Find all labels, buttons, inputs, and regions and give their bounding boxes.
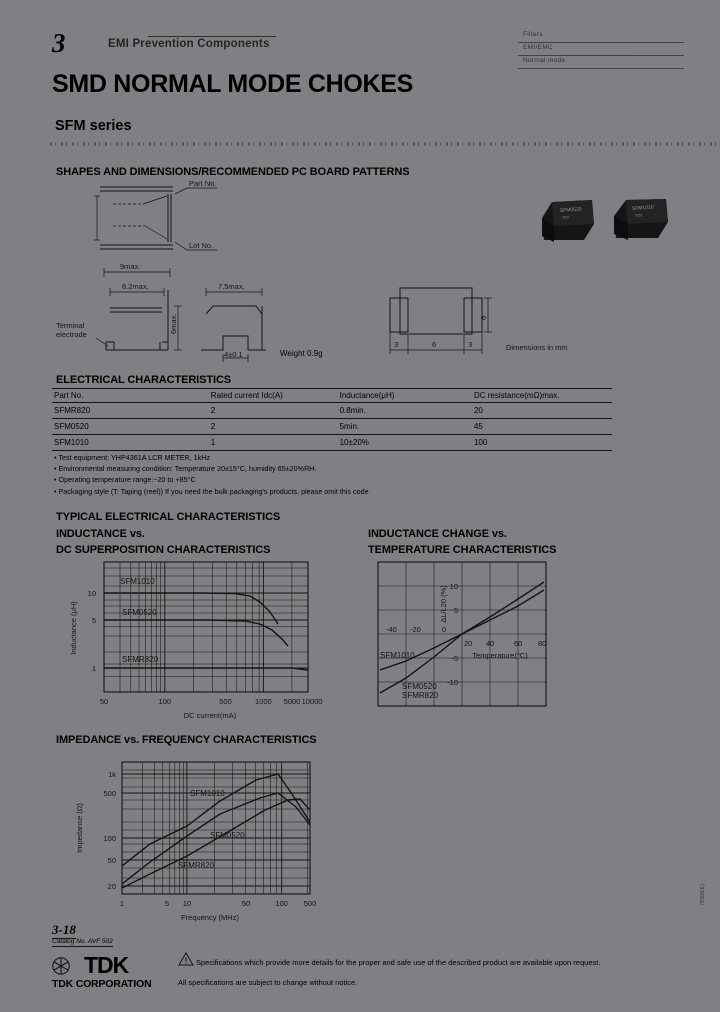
chart3-title: IMPEDANCE vs. FREQUENCY CHARACTERISTICS: [56, 734, 317, 746]
svg-text:TDK: TDK: [561, 214, 571, 220]
terminal-label-line2: electrode: [56, 330, 87, 339]
catalog-number: Catalog No. AVF 502: [52, 938, 113, 945]
chart1-xtick-50: 50: [99, 697, 109, 706]
chart3-ytick-100: 100: [103, 834, 116, 843]
typical-heading: TYPICAL ELECTRICAL CHARACTERISTICS: [56, 511, 281, 523]
chart2-xtick-60: 60: [514, 639, 523, 648]
shapes-heading: SHAPES AND DIMENSIONS/RECOMMENDED PC BOARD PATTERNS: [56, 166, 410, 178]
cell-dc-resistance: 45: [472, 419, 612, 435]
pcb-pattern-drawing: [388, 280, 618, 365]
series-name: SFM series: [55, 118, 132, 134]
chart2-ytick--10: -10: [447, 678, 458, 687]
header-divider: [50, 142, 720, 146]
note-environment: • Environmental measuring condition: Temperature 20±15°C, humidity 65±20%RH.: [54, 463, 369, 474]
chart2-label-sfm1010: SFM1010: [380, 651, 415, 660]
disclaimer-secondary: All specifications are subject to change without notice.: [178, 978, 358, 987]
header-meta-box: [518, 30, 684, 69]
chart2-label-sfm0520: SFM0520: [402, 682, 437, 691]
pcb-dim-left: 3: [394, 340, 399, 349]
chart1-xlabel: DC current(mA): [183, 711, 237, 720]
dim-4pm01: 4±0.1: [224, 350, 243, 359]
svg-text:TDK: TDK: [634, 212, 644, 218]
chart2-xtick--20: -20: [410, 625, 421, 634]
chart3-label-sfm0520: SFM0520: [210, 831, 245, 840]
col-part-no: Part No.: [52, 389, 209, 403]
chart1-ytick-5: 5: [91, 616, 96, 625]
svg-text:SFM1010: SFM1010: [631, 204, 654, 212]
col-dc-resistance: DC resistance(mΩ)max.: [472, 389, 612, 403]
cell-part-no: SFM0520: [52, 419, 209, 435]
chart2-title-line1: INDUCTANCE CHANGE vs.: [368, 528, 507, 540]
tdk-brand: TDK: [84, 952, 129, 978]
lot-no-label: Lot No.: [189, 241, 214, 250]
pcb-dim-right: 3: [468, 340, 473, 349]
cell-inductance: 0.8min.: [338, 403, 472, 419]
chart3-ytick-20: 20: [107, 882, 116, 891]
chart2-ytick-5: 5: [453, 606, 458, 615]
warning-triangle-icon: [178, 952, 194, 966]
cell-dc-resistance: 20: [472, 403, 612, 419]
chart2-xtick--40: -40: [386, 625, 397, 634]
chart1-ytick-1: 1: [91, 664, 96, 673]
product-photo-right: [614, 199, 668, 240]
table-row: [52, 435, 612, 451]
cell-part-no: SFMR820: [52, 403, 209, 419]
col-inductance: Inductance(μH): [338, 389, 472, 403]
meta-line-2: EMI/EMC: [518, 43, 684, 56]
terminal-label-line1: Terminal: [56, 321, 85, 330]
cell-inductance: 10±20%: [338, 435, 472, 451]
product-photo-pair: [536, 188, 686, 260]
chart3-xtick-10: 10: [182, 899, 192, 908]
electrical-table: [52, 388, 612, 451]
note-operating-temp: • Operating temperature range:−20 to +85°C: [54, 474, 369, 485]
header-rule-1: [148, 36, 276, 37]
chart2-xlabel: Temperature(°C): [472, 651, 528, 660]
chart1-label-sfm0520: SFM0520: [122, 608, 157, 617]
chart1-label-sfmr820: SFMR820: [122, 655, 159, 664]
chart2-xtick-0: 0: [442, 625, 447, 634]
part-no-label: Part No.: [189, 179, 217, 188]
category-label: EMI Prevention Components: [108, 38, 270, 50]
chart2-title-line2: TEMPERATURE CHARACTERISTICS: [368, 544, 557, 556]
chart1-curve-sfmr820: [104, 668, 308, 670]
cell-inductance: 5min.: [338, 419, 472, 435]
chart3-ytick-500: 500: [103, 789, 116, 798]
chart2-label-sfmr820: SFMR820: [402, 691, 439, 700]
chart1-xtick-5000: 5000: [283, 697, 301, 706]
note-test-equipment: • Test equipment: YHP4361A LCR METER, 1kHz: [54, 452, 369, 463]
pcb-dim-mid: 6: [432, 340, 437, 349]
electrical-notes: [54, 452, 369, 497]
product-photo-left: [542, 200, 594, 242]
table-row: [52, 403, 612, 419]
chart3-xlabel: Frequency (MHz): [181, 913, 239, 922]
side-view-drawing: [58, 262, 308, 367]
cell-rated-current: 1: [209, 435, 338, 451]
chart2-ytick--5: -5: [451, 654, 458, 663]
electrical-heading: ELECTRICAL CHARACTERISTICS: [56, 374, 232, 386]
chart-impedance-frequency: [60, 752, 350, 922]
page-number: 3-18: [52, 922, 76, 937]
svg-text:SFM0520: SFM0520: [559, 206, 582, 214]
chart2-ylabel: ΔL/L20 (%): [439, 585, 448, 623]
weight-label: Weight 0.9g: [280, 349, 323, 358]
section-number: 3: [52, 28, 65, 58]
chart3-ylabel: Impedance (Ω): [75, 803, 84, 853]
chart1-xtick-1000: 1000: [255, 697, 272, 706]
chart1-title-line2: DC SUPERPOSITION CHARACTERISTICS: [56, 544, 271, 556]
chart3-ytick-1k: 1k: [108, 770, 116, 779]
dim-9max: 9max.: [120, 262, 141, 271]
table-row: [52, 419, 612, 435]
dim-6max: 6max.: [169, 313, 178, 334]
chart2-ytick-10: 10: [449, 582, 458, 591]
chart1-ylabel: Inductance (μH): [69, 601, 78, 655]
chart3-ytick-50: 50: [107, 856, 116, 865]
chart2-xtick-40: 40: [486, 639, 495, 648]
chart1-ytick-10: 10: [87, 589, 96, 598]
chart1-xtick-10000: 10000: [301, 697, 323, 706]
chart2-xtick-80: 80: [538, 639, 547, 648]
note-packaging: • Packaging style (T: Taping (reel)) If you need the bulk packaging's products, please omit this code: [54, 486, 369, 497]
top-view-drawing: [95, 179, 275, 262]
chart3-xtick-100: 100: [275, 899, 288, 908]
units-note: Dimensions in mm: [506, 343, 568, 352]
table-header-row: [52, 389, 612, 403]
chart1-curve-sfm0520: [104, 620, 288, 646]
chart3-xtick-5: 5: [164, 899, 170, 908]
chart3-label-sfmr820: SFMR820: [178, 861, 215, 870]
meta-line-3: Normal mode: [518, 56, 684, 69]
chart3-xtick-1: 1: [119, 899, 125, 908]
chart-inductance-temperature: [372, 558, 562, 713]
tdk-logo-icon: [52, 954, 80, 978]
cell-rated-current: 2: [209, 403, 338, 419]
meta-line-1: Filters: [518, 30, 684, 43]
pcb-dim-height: 6: [479, 315, 488, 320]
chart-dc-superposition: [60, 556, 323, 721]
chart1-xtick-100: 100: [158, 697, 172, 706]
chart3-xtick-50: 50: [241, 899, 251, 908]
tdk-corporation: TDK CORPORATION: [52, 978, 152, 990]
chart3-label-sfm1010: SFM1010: [190, 789, 225, 798]
dim-7-5max: 7.5max.: [218, 282, 245, 291]
chart1-label-sfm1010: SFM1010: [120, 577, 155, 586]
dim-8-2max: 8.2max.: [122, 282, 149, 291]
cell-rated-current: 2: [209, 419, 338, 435]
cell-dc-resistance: 100: [472, 435, 612, 451]
chart1-title-line1: INDUCTANCE vs.: [56, 528, 145, 540]
cell-part-no: SFM1010: [52, 435, 209, 451]
side-code: (8309/E): [700, 883, 706, 905]
chart1-xtick-500: 500: [219, 697, 232, 706]
chart3-xtick-500: 500: [303, 899, 317, 908]
page-title: SMD NORMAL MODE CHOKES: [52, 70, 414, 98]
col-rated-current: Rated current Idc(A): [209, 389, 338, 403]
chart2-xtick-20: 20: [464, 639, 473, 648]
disclaimer-primary: Specifications which provide more details for the proper and safe use of the described product are available upon request.: [196, 958, 601, 967]
